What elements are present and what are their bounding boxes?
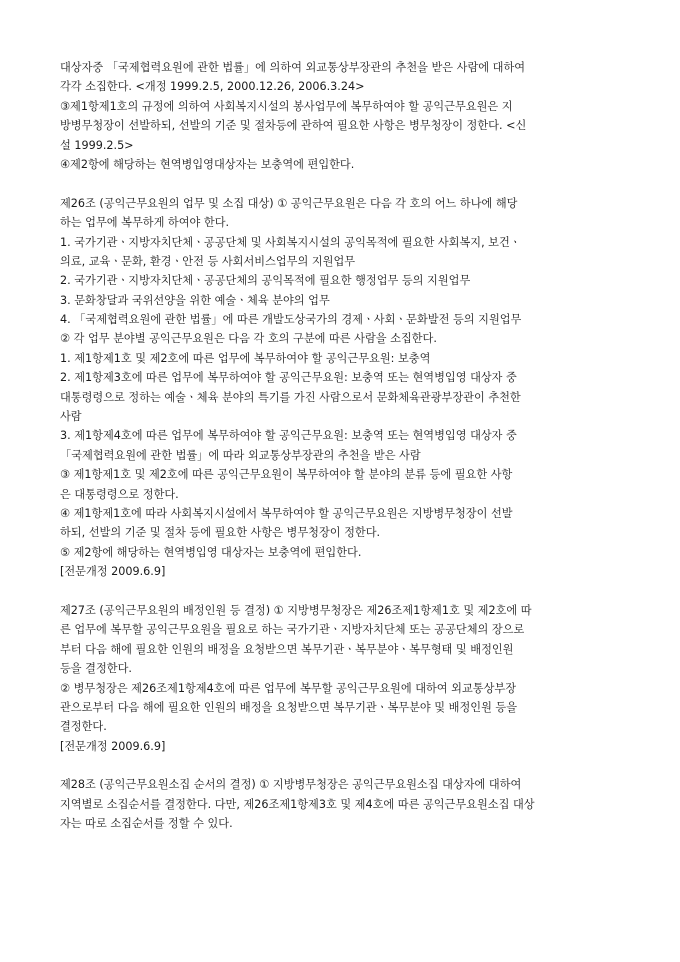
text-line: 사람 (60, 410, 82, 424)
text-line: 자는 따로 소집순서를 정할 수 있다. (60, 817, 233, 831)
text-line: 4. 「국제협력요원에 관한 법률」에 따른 개발도상국가의 경제ㆍ사회ㆍ문화발전 등의 지원업무 (60, 313, 522, 327)
text-line: ⑤ 제2항에 해당하는 현역병입영 대상자는 보충역에 편입한다. (60, 545, 362, 559)
paragraph-gap (60, 756, 626, 775)
text-line: 하는 업무에 복무하게 하여야 한다. (60, 216, 230, 230)
text-line: 설 1999.2.5> (60, 138, 134, 152)
text-line: 른 업무에 복무할 공익근무요원을 필요로 하는 국가기관ㆍ지방자치단체 또는 공공단체의 장으로 (60, 623, 525, 637)
text-line: 하되, 선발의 기준 및 절차 등에 필요한 사항은 병무청장이 정한다. (60, 526, 381, 540)
text-line: ③제1항제1호의 규정에 의하여 사회복지시설의 봉사업무에 복무하여야 할 공익근무요원은 지 (60, 99, 513, 113)
text-line: ④제2항에 해당하는 현역병입영대상자는 보충역에 편입한다. (60, 157, 355, 171)
text-line: 3. 제1항제4호에 따른 업무에 복무하여야 할 공익근무요원: 보충역 또는 현역병입영 대상자 중 (60, 429, 517, 443)
article-heading-27: 제27조 (공익근무요원의 배정인원 등 결정) ① 지방병무청장은 제26조제1항제1호 및 제2호에 따 (60, 603, 532, 617)
text-line: 방병무청장이 선발하되, 선발의 기준 및 절차등에 관하여 필요한 사항은 병무청장이 정한다. <신 (60, 119, 527, 133)
text-line: 대통령령으로 정하는 예술ㆍ체육 분야의 특기를 가진 사람으로서 문화체육관광부장관이 추천한 (60, 390, 521, 404)
text-line: 2. 국가기관ㆍ지방자치단체ㆍ공공단체의 공익목적에 필요한 행정업무 등의 지원업무 (60, 274, 471, 288)
amendment-note: [전문개정 2009.6.9] (60, 565, 166, 579)
text-line: 각각 소집한다. <개정 1999.2.5, 2000.12.26, 2006.3.24> (60, 80, 365, 94)
text-line: ② 병무청장은 제26조제1항제4호에 따른 업무에 복무할 공익근무요원에 대하여 외교통상부장 (60, 681, 517, 695)
paragraph-gap (60, 582, 626, 601)
article-heading-26: 제26조 (공익근무요원의 업무 및 소집 대상) ① 공익근무요원은 다음 각 호의 어느 하나에 해당 (60, 196, 518, 210)
text-line: 「국제협력요원에 관한 법률」에 따라 외교통상부장관의 추천을 받은 사람 (60, 448, 421, 462)
text-line: ④ 제1항제1호에 따라 사회복지시설에서 복무하여야 할 공익근무요원은 지방병무청장이 선발 (60, 506, 513, 520)
text-line: 결정한다. (60, 720, 107, 734)
text-line: 은 대통령령으로 정한다. (60, 487, 179, 501)
paragraph-gap (60, 174, 626, 193)
text-line: 부터 다음 해에 필요한 인원의 배정을 요청받으면 복무기관ㆍ복무분야ㆍ복무형태 및 배정인원 (60, 642, 514, 656)
amendment-note: [전문개정 2009.6.9] (60, 739, 166, 753)
text-line: 2. 제1항제3호에 따른 업무에 복무하여야 할 공익근무요원: 보충역 또는 현역병입영 대상자 중 (60, 371, 517, 385)
text-line: 3. 문화창달과 국위선양을 위한 예술ㆍ체육 분야의 업무 (60, 293, 330, 307)
text-line: 등을 결정한다. (60, 662, 132, 676)
text-line: ② 각 업무 분야별 공익근무요원은 다음 각 호의 구분에 따른 사람을 소집한다. (60, 332, 437, 346)
text-line: 지역별로 소집순서를 결정한다. 다만, 제26조제1항제3호 및 제4호에 따른 공익근무요원소집 대상 (60, 797, 535, 811)
document-page (60, 58, 626, 834)
text-line: 1. 제1항제1호 및 제2호에 따른 업무에 복무하여야 할 공익근무요원: 보충역 (60, 351, 431, 365)
text-line: ③ 제1항제1호 및 제2호에 따른 공익근무요원이 복무하여야 할 분야의 분류 등에 필요한 사항 (60, 468, 513, 482)
text-line: 관으로부터 다음 해에 필요한 인원의 배정을 요청받으면 복무기관ㆍ복무분야 및 배정인원 등을 (60, 700, 518, 714)
text-line: 1. 국가기관ㆍ지방자치단체ㆍ공공단체 및 사회복지시설의 공익목적에 필요한 사회복지, 보건ㆍ (60, 235, 521, 249)
text-line: 의료, 교육ㆍ문화, 환경ㆍ안전 등 사회서비스업무의 지원업무 (60, 254, 356, 268)
text-line: 대상자중 「국제협력요원에 관한 법률」에 의하여 외교통상부장관의 추천을 받은 사람에 대하여 (60, 61, 526, 74)
article-heading-28: 제28조 (공익근무요원소집 순서의 결정) ① 지방병무청장은 공익근무요원소집 대상자에 대하여 (60, 778, 522, 792)
